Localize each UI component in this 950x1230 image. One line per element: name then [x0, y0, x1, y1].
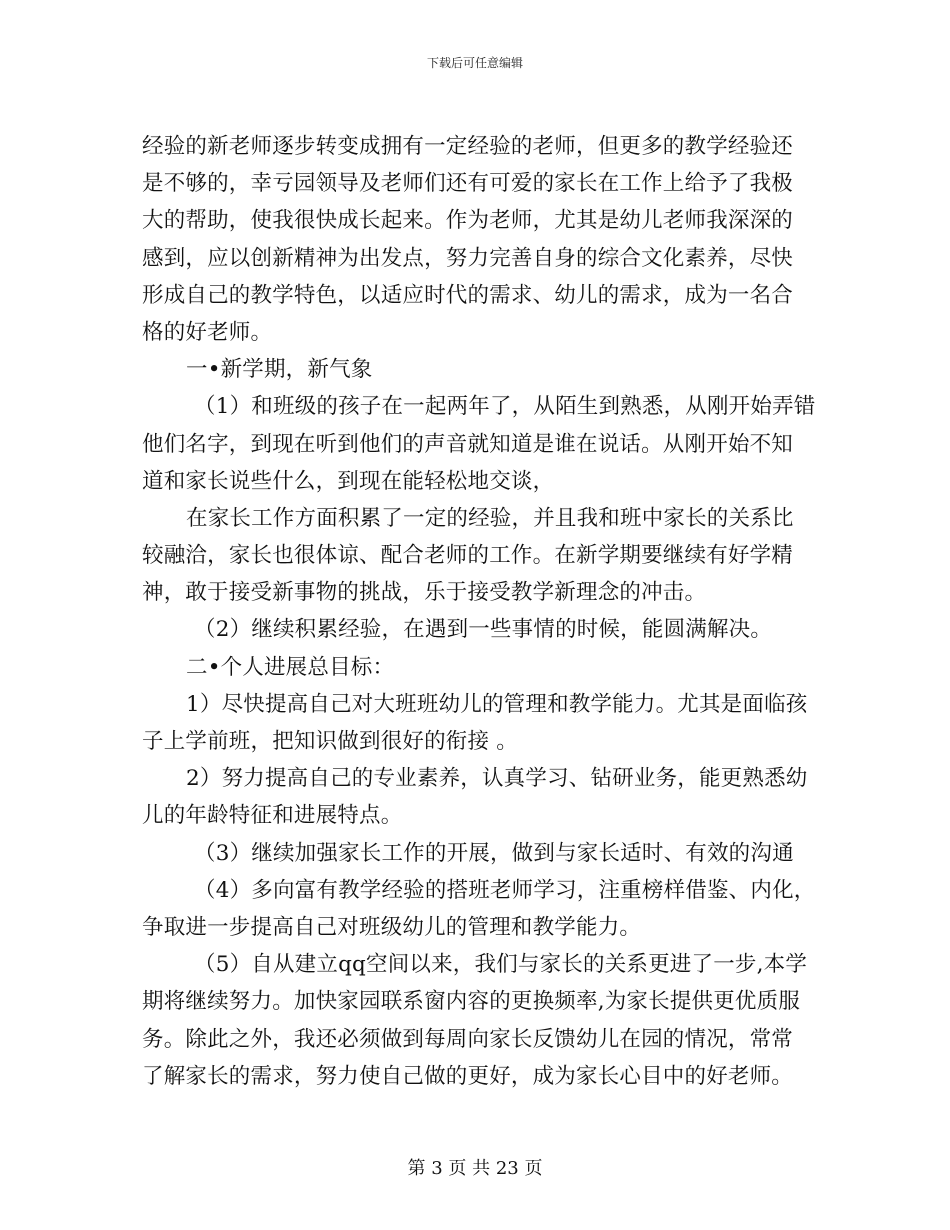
body-line: （1）和班级的孩子在一起两年了，从陌生到熟悉，从刚开始弄错 [194, 394, 816, 420]
body-line: 了解家长的需求，努力使自己做的更好，成为家长心目中的好老师。 [142, 1063, 794, 1089]
body-line: 在家长工作方面积累了一定的经验，并且我和班中家长的关系比 [186, 505, 794, 531]
page-header: 下载后可任意编辑 [426, 56, 523, 70]
body-line: 形成自己的教学特色，以适应时代的需求、幼儿的需求，成为一名合 [142, 282, 794, 308]
body-line: 经验的新老师逐步转变成拥有一定经验的老师，但更多的教学经验还 [142, 134, 794, 159]
section-heading: 一•新学期，新气象 [186, 357, 373, 383]
body-line: 2）努力提高自己的专业素养，认真学习、钻研业务，能更熟悉幼 [186, 766, 808, 792]
body-line: 儿的年龄特征和进展特点。 [142, 803, 403, 829]
body-line: （3）继续加强家长工作的开展，做到与家长适时、有效的沟通 [194, 840, 794, 866]
body-line: 子上学前班，把知识做到很好的衔接 。 [142, 729, 518, 754]
body-line: 1）尽快提高自己对大班班幼儿的管理和教学能力。尤其是面临孩 [186, 691, 808, 717]
body-line: 格的好老师。 [142, 319, 273, 345]
page-number: 第 3 页 共 23 页 [407, 1158, 543, 1179]
body-line: 他们名字，到现在听到他们的声音就知道是谁在说话。从刚开始不知 [142, 431, 794, 457]
body-line: 是不够的，幸亏园领导及老师们还有可爱的家长在工作上给予了我极 [142, 171, 794, 197]
body-line: 期将继续努力。加快家园联系窗内容的更换频率,为家长提供更优质服 [142, 989, 801, 1015]
body-line: （4）多向富有教学经验的搭班老师学习，注重榜样借鉴、内化， [194, 877, 816, 903]
section-heading: 二•个人进展总目标： [186, 654, 395, 680]
body-line: 务。除此之外，我还必须做到每周向家长反馈幼儿在园的情况，常常 [142, 1026, 794, 1052]
document-body [142, 128, 816, 1095]
body-line: 道和家长说些什么，到现在能轻松地交谈， [142, 468, 555, 494]
body-line: 神，敢于接受新事物的挑战，乐于接受教学新理念的冲击。 [142, 580, 707, 606]
body-line: 较融洽，家长也很体谅、配合老师的工作。在新学期要继续有好学精 [142, 543, 794, 569]
body-line: 大的帮助，使我很快成长起来。作为老师，尤其是幼儿老师我深深的 [142, 208, 794, 234]
body-line: （2）继续积累经验，在遇到一些事情的时候，能圆满解决。 [194, 617, 773, 643]
body-line: 争取进一步提高自己对班级幼儿的管理和教学能力。 [142, 914, 642, 940]
body-line: 感到，应以创新精神为出发点，努力完善自身的综合文化素养，尽快 [142, 245, 794, 271]
body-line: （5）自从建立qq空间以来，我们与家长的关系更进了一步,本学 [194, 952, 808, 978]
